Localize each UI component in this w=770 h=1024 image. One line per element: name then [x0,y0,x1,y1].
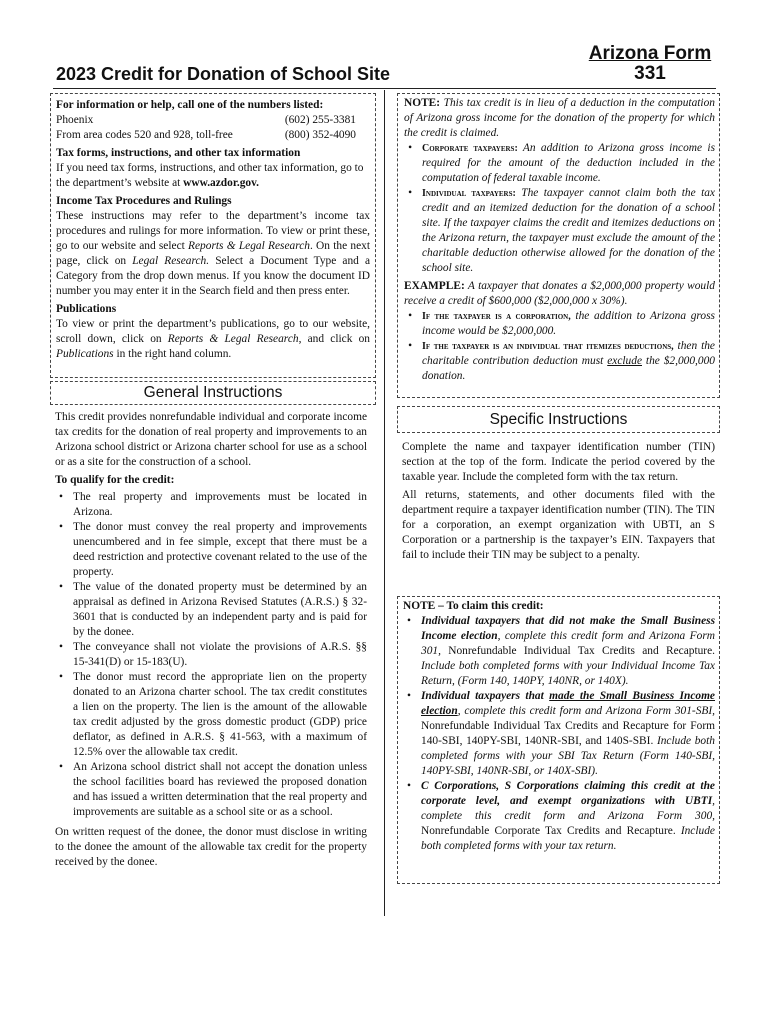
qualify-list [55,490,367,820]
phone-row-phoenix [56,113,370,128]
list-item: • The value of the donated property must be determined by an appraisal as defined in Arizona Revised Statutes (A.R.S.) § 32-3601 that is conducted by an independent party and is paid for by the donee. [55,580,367,640]
publications-heading: Publications [56,303,117,315]
general-instructions-body [55,410,367,870]
note-box [397,93,720,398]
example-body: A taxpayer that donates a $2,000,000 property would receive a credit of $600,000 ($2,000,000 x 30%). [404,280,715,307]
bullet-text: Nonrefundable Corporate Tax Credits and Recapture. [421,825,676,837]
procedures-heading: Income Tax Procedures and Rulings [56,195,232,207]
bullet-text: then the charitable contribution deduction must [422,340,715,367]
column-divider [384,90,385,916]
list-item: • The donor must convey the real property and improvements unencumbered and in fee simple, except that there must be a deed restriction and protective covenant related to the use of the property. [55,520,367,580]
general-instructions-heading: General Instructions [50,381,376,405]
list-item [404,186,715,276]
phone-row-toll-free [56,128,370,143]
bullet-text: , complete this credit form and Arizona Form 300, [421,795,715,822]
procedures-body: These instructions may refer to the department’s income tax procedures and rulings for more information. To view or print these, go to our website and select [56,210,370,252]
tax-forms-heading: Tax forms, instructions, and other tax information [56,147,301,159]
bullet-lead: Individual taxpayers that did not make the Small Business Income election [421,615,715,642]
form-number: 331 [634,63,666,84]
specific-instructions-heading: Specific Instructions [397,406,720,433]
list-item: • The conveyance shall not violate the provisions of A.R.S. §§ 15-341(D) or 15-183(U). [55,640,367,670]
reports-legal-link[interactable]: Reports & Legal Research [188,240,310,252]
claim-note-box [397,596,720,884]
bullet-lead: Individual taxpayers: [422,188,516,199]
list-item [404,309,715,339]
bullet-text: The taxpayer cannot claim both the tax credit and an itemized deduction for the donation of a school site. If the taxpayer claims the credit and itemizes deductions on the Arizona return, the taxpayer must exclude the amount of the charitable deduction otherwise allowed for the donation of the school site. [422,187,715,274]
publications-link[interactable]: Publications [56,348,114,360]
note-body: This tax credit is in lieu of a deduction in the computation of Arizona gross income for the donation of the property for which the credit is claimed. [404,97,715,139]
bullet-text: Nonrefundable Individual Tax Credits and Recapture for Form 140-SBI, 140PY-SBI, 140NR-SBI, and 140S-SBI. [421,720,715,747]
emphasis: exclude [607,355,642,367]
phone-number: (602) 255-3381 [284,114,356,126]
publications-text [56,317,370,362]
page-title: 2023 Credit for Donation of School Site [56,64,391,84]
list-item [403,779,715,854]
bullet-lead: If the taxpayer is an individual that itemizes deductions, [422,341,674,352]
info-box [50,93,376,378]
title-rule [53,88,716,89]
publications-body: To view or print the department’s publications, go to our website, scroll down, click on [56,318,370,345]
bullet-text: , complete this credit form and Arizona Form 301, [421,630,715,657]
website-link[interactable]: www.azdor.gov. [183,177,259,189]
phone-number: (800) 352-4090 [284,129,356,141]
list-item: • The real property and improvements must be located in Arizona. [55,490,367,520]
bullet-lead: Corporate taxpayers: [422,143,518,154]
general-intro: This credit provides nonrefundable individual and corporate income tax credits for the donation of real property and improvements to an Arizona school district or Arizona charter school for use as a school or as a site for the construction of a school. [55,411,367,468]
procedures-text [56,209,370,299]
note-label: NOTE: [404,97,441,109]
phone-label: Phoenix [56,114,94,126]
bullet-text: Include both completed forms with your SBI Tax Return (Form 140-SBI, 140PY-SBI, 140NR-SBI, or 140X-SBI). [421,735,715,777]
list-item [404,141,715,186]
tax-forms-body: If you need tax forms, instructions, and other tax information, go to the department’s website at [56,162,364,189]
list-item [403,689,715,779]
form-identifier [585,44,715,84]
general-closing: On written request of the donee, the donor must disclose in writing to the donee the amount of the allowable tax credit for the property received by the donee. [55,826,367,868]
info-intro: For information or help, call one of the numbers listed: [56,99,324,111]
publications-body: in the right hand column. [113,348,232,360]
example-label: EXAMPLE: [404,280,465,292]
list-item: • An Arizona school district shall not accept the donation unless the school facilities board has reviewed the proposed donation and has issued a written determination that the real property and improvements are suitable as a school site or as a school. [55,760,367,820]
bullet-text: the $2,000,000 donation. [422,355,715,382]
bullet-text: Nonrefundable Individual Tax Credits and Recapture. [448,645,716,657]
note-text [404,96,715,141]
form-name: Arizona Form [588,43,712,64]
procedures-body: . On the next page, click on [56,240,370,267]
tax-forms-text [56,161,370,191]
specific-para-1: Complete the name and taxpayer identification number (TIN) section at the top of the form. Indicate the period covered by the taxable year. Include the completed form with the tax return. [402,441,715,483]
bullet-text: the addition to Arizona gross income would be $2,000,000. [422,310,715,337]
legal-research-link[interactable]: Legal Research. [132,255,210,267]
list-item [404,339,715,384]
specific-instructions-body [402,440,715,563]
bullet-lead: C Corporations, S Corporations claiming this credit at the corporate level, and exempt organizations with UBTI [421,780,715,807]
bullet-lead: made the Small Business Income election [421,690,715,717]
list-item [403,614,715,689]
example-text [404,279,715,309]
reports-legal-link[interactable]: Reports & Legal Research [167,333,299,345]
bullet-text: Include both completed forms with your Individual Income Tax Return, (Form 140, 140PY, 140NR, or 140X). [421,660,715,687]
bullet-lead: Individual taxpayers that [421,690,550,702]
specific-para-2: All returns, statements, and other documents filed with the department require a taxpayer identification number (TIN). The TIN for a corporation, an exempt organization with UBTI, an S Corporation or a partnership is the taxpayer’s EIN. Taxpayers that fail to include their TIN may be subject to a penalty. [402,489,715,561]
publications-body: , and click on [298,333,370,345]
bullet-text: , complete this credit form and Arizona Form 301-SBI, [457,705,715,717]
bullet-text: Include both completed forms with your tax return. [421,825,715,852]
bullet-lead: If the taxpayer is a corporation, [422,311,571,322]
phone-label: From area codes 520 and 928, toll-free [56,129,233,141]
list-item: • The donor must record the appropriate lien on the property donated to an Arizona charter school. The tax credit constitutes a lien on the property. The lien is the amount of the allowable tax credit adjusted by the gross domestic product (GDP) price deflator, as defined in A.R.S. § 41-563, with a maximum of 12.5% over the allowable tax credit. [55,670,367,760]
bullet-text: An addition to Arizona gross income is required for the amount of the deduction included in the computation of federal taxable income. [422,142,715,184]
qualify-heading: To qualify for the credit: [55,474,175,486]
claim-note-heading: NOTE – To claim this credit: [403,600,544,612]
procedures-body: Select a Document Type and a Category from the drop down menus. If you know the document ID number you may enter it in the Search field and then press enter. [56,255,371,297]
